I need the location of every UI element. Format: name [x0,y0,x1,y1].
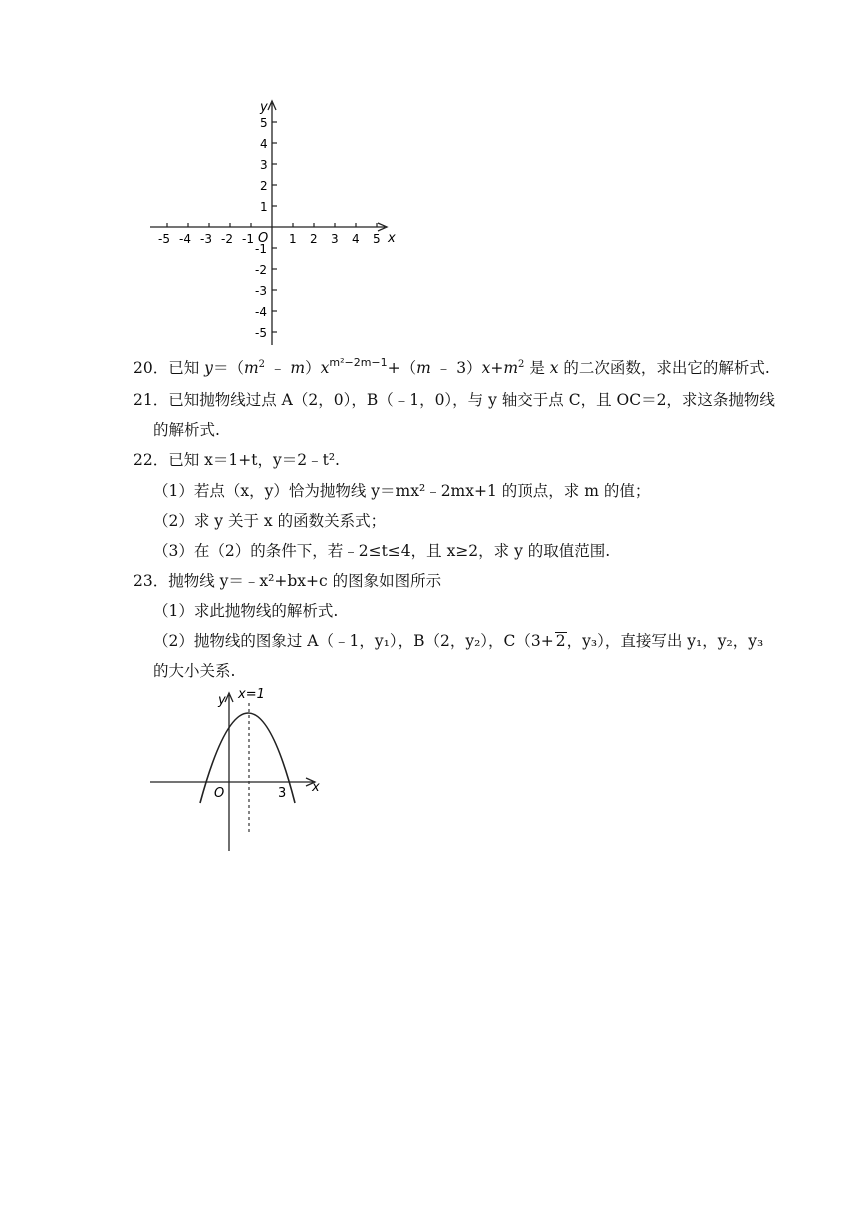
x-tick-label: 2 [310,232,318,246]
q23-part2-text: （2）抛物线的图象过 A（﹣1，y₁），B（2，y₂），C（3+ [153,632,554,650]
x-tick-label: -4 [179,232,191,246]
q20-var: m [243,359,259,377]
origin-label: O [258,231,269,246]
question-23-part1: （1）求此抛物线的解析式. [153,602,339,620]
question-23-part2 [153,631,763,651]
question-22-part1: （1）若点（x，y）恰为抛物线 y＝mx²﹣2mx+1 的顶点，求 m 的值； [153,482,651,500]
x-tick-label: 4 [352,232,360,246]
q20-text: ﹣ 3） [430,359,482,377]
y-tick-label: 2 [260,179,268,193]
q20-var: m [503,359,519,377]
question-22-part3: （3）在（2）的条件下，若﹣2≤t≤4，且 x≥2，求 y 的取值范围. [153,542,611,560]
question-23-part2-cont: 的大小关系. [153,662,236,680]
y-tick-label: 3 [260,158,268,172]
q20-text: ） [305,359,321,377]
x-tick-label: 3 [331,232,339,246]
y-axis-label: y [260,100,268,115]
root-label: 3 [278,786,287,801]
y-tick-label: 1 [260,200,268,214]
q20-var: m [416,359,431,377]
y-tick-label: 4 [260,137,268,151]
x-tick-label: -1 [242,232,254,246]
q20-text: ﹣ [265,359,291,377]
x-tick-label: 1 [289,232,297,246]
question-23: 23．抛物线 y＝﹣x²+bx+c 的图象如图所示 [133,572,442,590]
x-tick-label: -5 [158,232,170,246]
q20-number: 20． [133,359,169,377]
sqrt-value: 2 [555,632,566,650]
x-axis-label: x [312,780,320,795]
question-21-line1: 21．已知抛物线过点 A（2，0），B（﹣1，0），与 y 轴交于点 C，且 OC＝2，求这条抛物线 [133,391,775,409]
question-20: 20．已知 $y=(m^2$ ﹣ $m)x^{m^2-2m-1}+(m$ ﹣ $3)x+m^2$ 是 x 的二次函数，求出它的解析式. [133,356,770,377]
axis-of-symmetry-label: x=1 [238,687,265,702]
q20-text: 的二次函数，求出它的解析式. [558,359,770,377]
y-tick-label: -5 [255,326,267,340]
y-tick-label: -4 [255,305,267,319]
q20-var: x [320,359,330,377]
q20-text: + [490,359,504,377]
y-axis-label: y [218,693,226,708]
q20-text: 已知 [168,359,205,377]
q20-text: 是 [524,359,550,377]
question-22-part2: （2）求 y 关于 x 的函数关系式； [153,512,387,530]
question-22: 22．已知 x＝1+t，y＝2﹣t². [133,451,340,469]
q20-var: y [204,359,213,377]
q20-var: x [549,359,559,377]
y-tick-label: 5 [260,116,268,130]
q20-var: m [290,359,306,377]
x-tick-label: -2 [221,232,233,246]
y-tick-label: -3 [255,284,267,298]
x-tick-label: -3 [200,232,212,246]
q23-part2-text: ，y₃），直接写出 y₁，y₂，y₃ [566,632,764,650]
question-21-line2: 的解析式. [153,421,220,439]
origin-label: O [214,786,225,801]
q20-exponent: m²−2m−1 [329,356,388,369]
q20-var: x [481,359,491,377]
y-tick-label: -1 [255,242,267,256]
y-tick-label: -2 [255,263,267,277]
q20-text: +（ [387,359,417,377]
x-tick-label: 5 [373,232,381,246]
coordinate-grid-figure [140,95,410,350]
x-axis-label: x [388,231,396,246]
q20-text: ＝（ [212,359,244,377]
parabola-figure [145,685,335,855]
